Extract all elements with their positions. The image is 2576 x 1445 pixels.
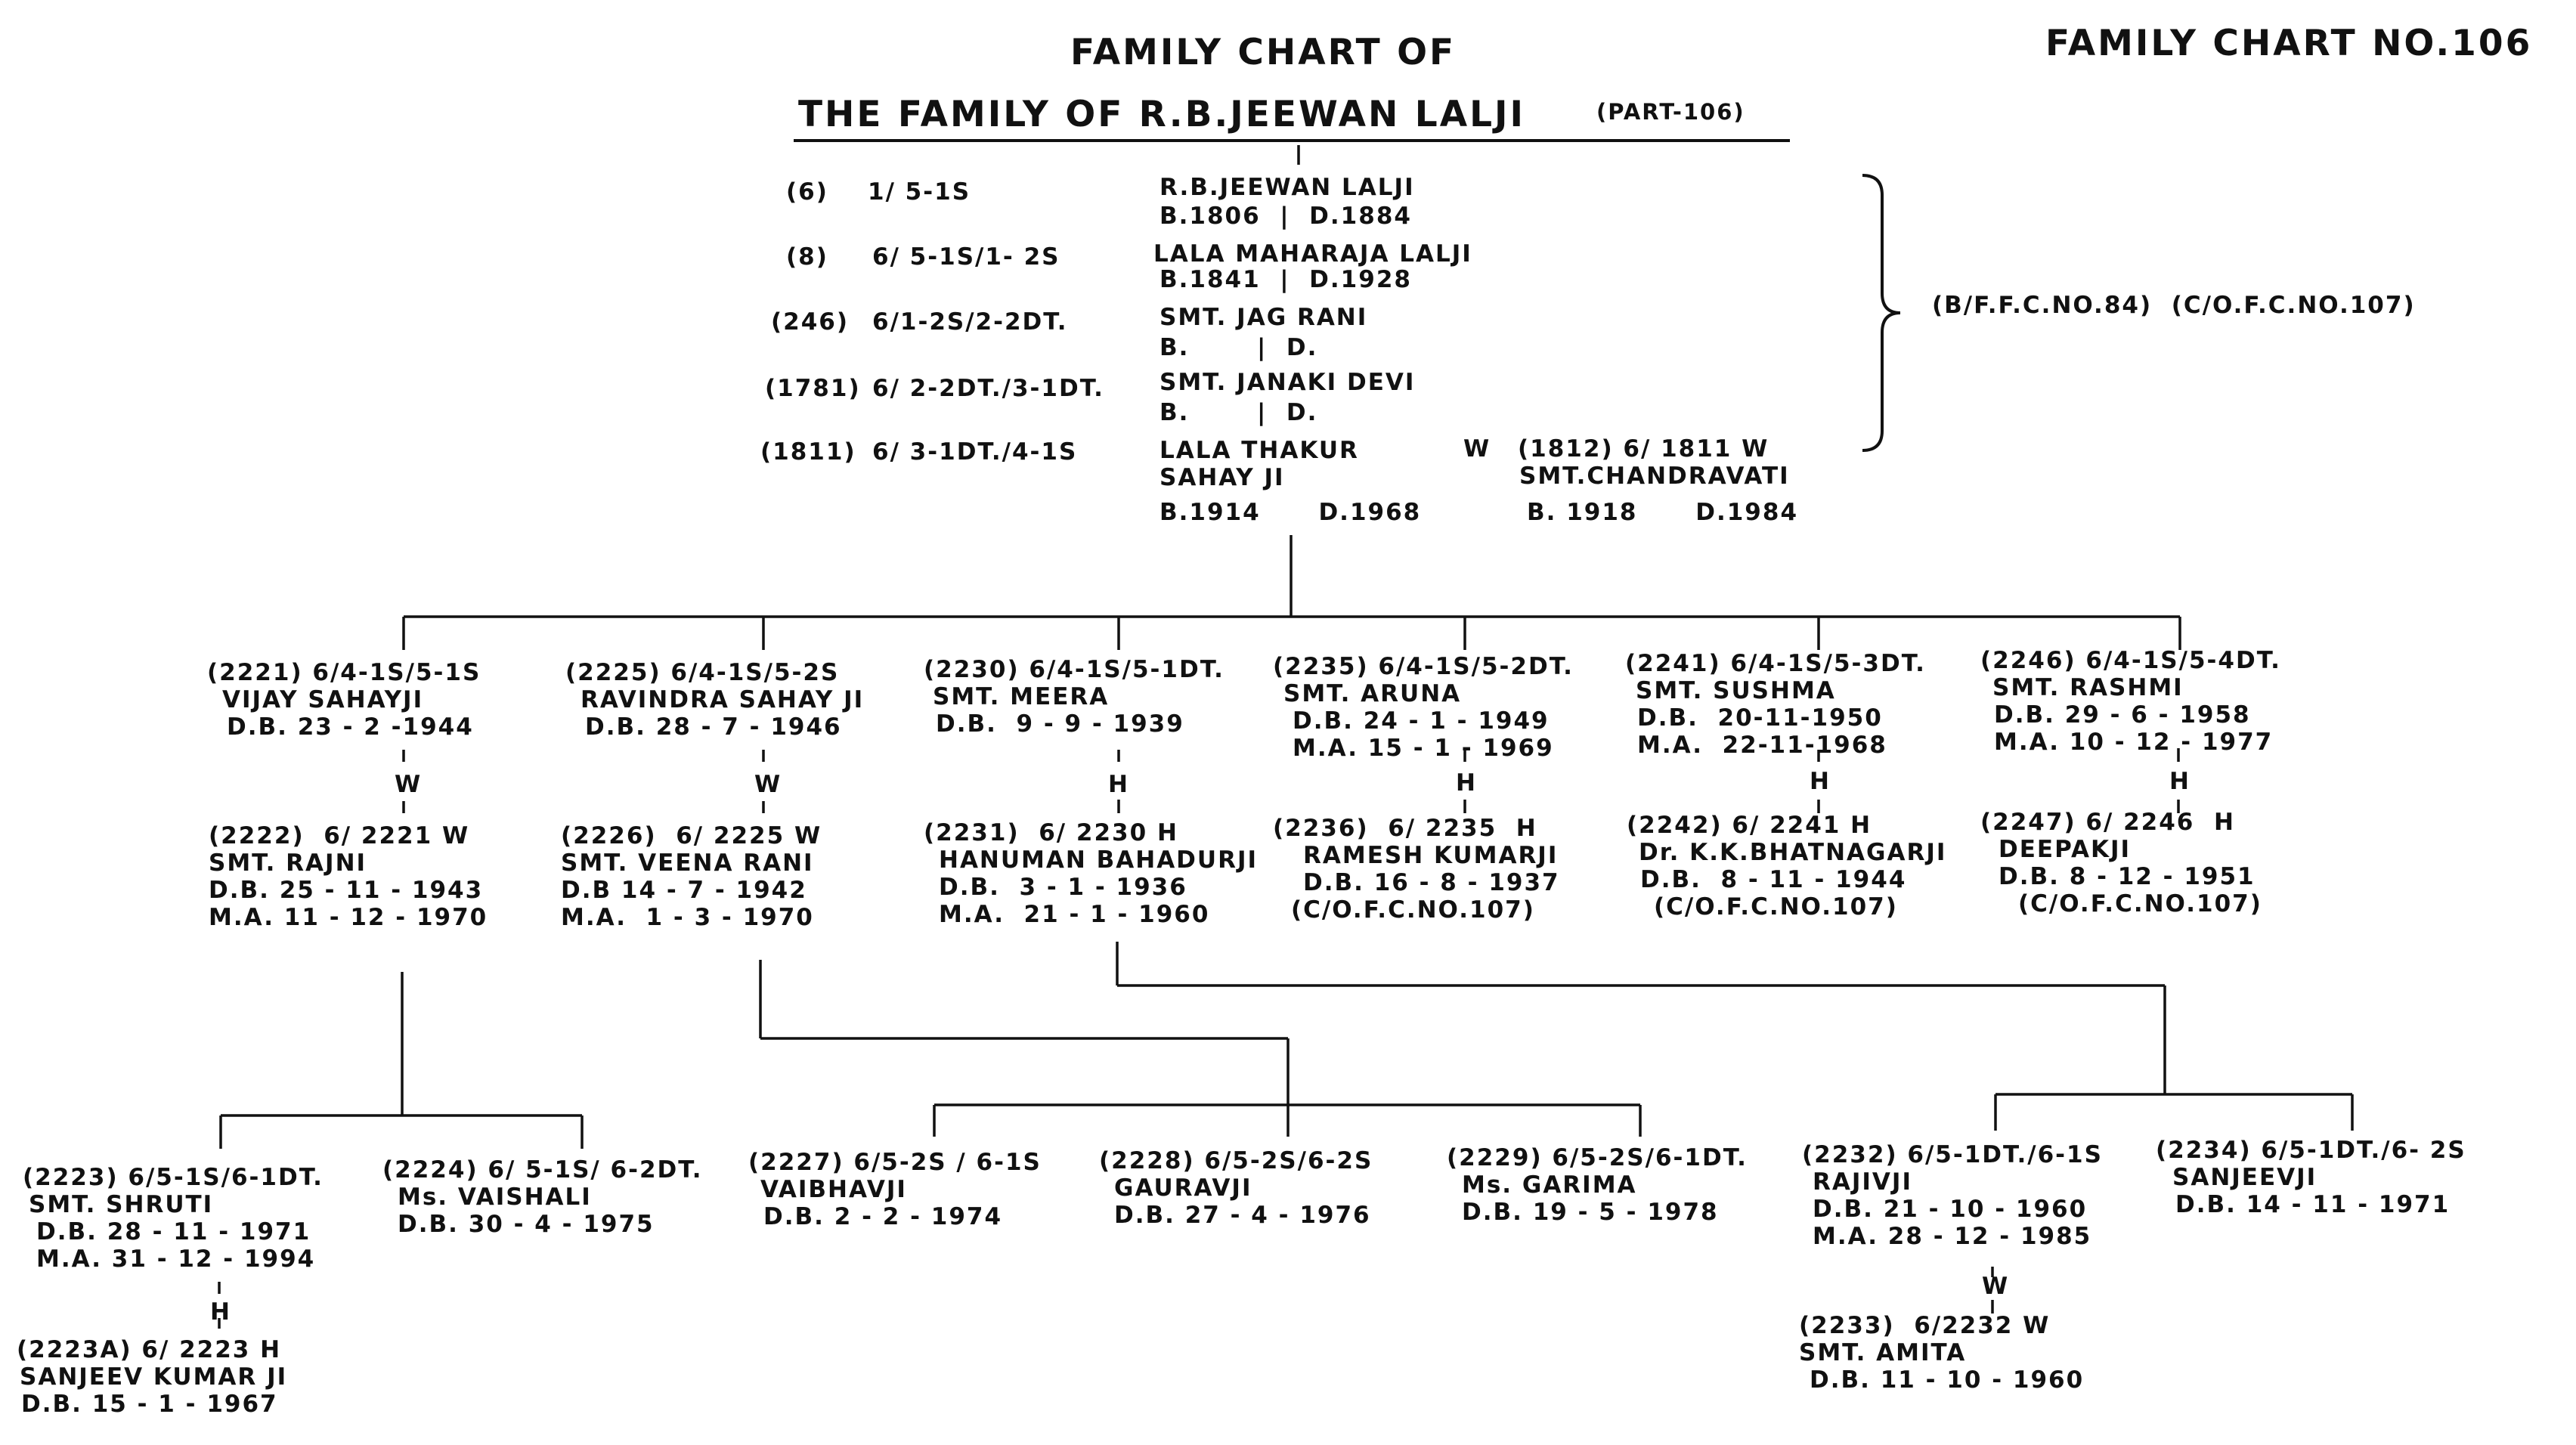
spouse-marriage: M.A. 11 - 12 - 1970: [209, 904, 488, 931]
person-2241: [1625, 650, 1926, 759]
lineage-name: LALA THAKUR SAHAY JI: [1160, 437, 1359, 491]
lineage-rel: 6/ 5-1S/1- 2S: [872, 243, 1060, 271]
spouse-crossref: (C/O.F.C.NO.107): [2018, 890, 2262, 917]
person-name: SMT. MEERA: [933, 683, 1110, 710]
person-2235: [1273, 653, 1574, 762]
spouse-2242: [1627, 812, 1946, 921]
lineage-code: (8): [786, 243, 828, 271]
person-name: SMT. SUSHMA: [1636, 677, 1836, 704]
person-code: (2224) 6/ 5-1S/ 6-2DT.: [382, 1156, 703, 1184]
lineage-name: LALA MAHARAJA LALJI: [1153, 240, 1472, 268]
person-name: SANJEEVJI: [2172, 1164, 2317, 1191]
spouse-dates: D.B. 3 - 1 - 1936: [939, 874, 1187, 901]
person-code: (2229) 6/5-2S/6-1DT.: [1447, 1144, 1748, 1171]
marriage-marker: H: [2169, 768, 2191, 795]
person-2225: [565, 659, 864, 741]
lineage-name: SMT. JAG RANI: [1160, 304, 1368, 331]
lineage-code: (6): [786, 178, 828, 206]
person-code: (2221) 6/4-1S/5-1S: [207, 659, 481, 686]
spouse-2233: [1799, 1312, 2084, 1394]
spouse-crossref: (C/O.F.C.NO.107): [1291, 896, 1535, 924]
person-2234: [2156, 1137, 2466, 1218]
person-name: SMT. RASHMI: [1992, 674, 2184, 701]
title-part: (PART-106): [1596, 99, 1745, 125]
spouse-dates: D.B. 11 - 10 - 1960: [1810, 1366, 2085, 1394]
title-line-2: THE FAMILY OF R.B.JEEWAN LALJI: [798, 94, 1526, 135]
spouse-2231: [924, 819, 1258, 928]
spouse-code: (2231) 6/ 2230 H: [924, 819, 1178, 846]
person-name: SMT. ARUNA: [1283, 680, 1462, 707]
person-dates: D.B. 29 - 6 - 1958 M.A. 10 - 12 - 1977: [1994, 701, 2274, 756]
spouse-dates: D.B. 8 - 11 - 1944: [1640, 866, 1907, 893]
person-dates: D.B. 9 - 9 - 1939: [936, 710, 1184, 738]
spouse-code: (1812) 6/ 1811 W: [1518, 435, 1769, 463]
spouse-name: SMT.CHANDRAVATI: [1519, 463, 1790, 490]
person-dates: D.B. 21 - 10 - 1960 M.A. 28 - 12 - 1985: [1813, 1196, 2092, 1250]
spouse-dates: D.B. 15 - 1 - 1967: [21, 1391, 278, 1418]
title-line-1: FAMILY CHART OF: [1070, 32, 1457, 73]
spouse-2222: [209, 822, 488, 931]
person-dates: D.B. 30 - 4 - 1975: [398, 1211, 655, 1238]
person-2230: [924, 656, 1225, 738]
marriage-marker: H: [1108, 771, 1129, 798]
person-2232: [1802, 1141, 2103, 1250]
spouse-code: (2236) 6/ 2235 H: [1273, 815, 1537, 842]
spouse-marriage: M.A. 1 - 3 - 1970: [561, 904, 814, 931]
spouse-marriage: M.A. 21 - 1 - 1960: [939, 901, 1210, 928]
lineage-code: (1811): [760, 438, 856, 466]
lineage-dates: B. | D.: [1160, 334, 1318, 361]
person-2229: [1447, 1144, 1748, 1226]
lineage-rel: 6/1-2S/2-2DT.: [872, 308, 1068, 336]
person-code: (2227) 6/5-2S / 6-1S: [748, 1149, 1042, 1176]
spouse-name: SMT. VEENA RANI: [561, 849, 814, 877]
spouse-name: SMT. AMITA: [1799, 1339, 1967, 1366]
person-code: (2232) 6/5-1DT./6-1S: [1802, 1141, 2103, 1168]
marriage-marker: H: [1456, 769, 1477, 797]
spouse-2226: [561, 822, 822, 931]
right-brace: [1859, 172, 1905, 453]
person-code: (2235) 6/4-1S/5-2DT.: [1273, 653, 1574, 680]
person-name: VIJAY SAHAYJI: [222, 686, 424, 713]
spouse-code: (2233) 6/2232 W: [1799, 1312, 2051, 1339]
person-name: SMT. SHRUTI: [29, 1191, 214, 1218]
person-dates: D.B. 20-11-1950 M.A. 22-11-1968: [1637, 704, 1887, 759]
spouse-crossref: (C/O.F.C.NO.107): [1654, 893, 1898, 921]
spouse-code: (2242) 6/ 2241 H: [1627, 812, 1872, 839]
person-name: RAJIVJI: [1813, 1168, 1912, 1196]
marriage-marker: H: [1810, 768, 1831, 795]
lineage-dates: B.1806 | D.1884: [1160, 203, 1412, 230]
person-name: Ms. VAISHALI: [398, 1184, 592, 1211]
lineage-rel: 1/ 5-1S: [868, 178, 971, 206]
lineage-code: (246): [771, 308, 850, 336]
marriage-marker: W: [1982, 1273, 2010, 1300]
spouse-code: (2223A) 6/ 2223 H: [17, 1336, 282, 1363]
person-dates: D.B. 19 - 5 - 1978: [1462, 1199, 1719, 1226]
spouse-code: (2247) 6/ 2246 H: [1980, 809, 2235, 836]
person-2221: [207, 659, 481, 741]
spouse-code: (2226) 6/ 2225 W: [561, 822, 822, 849]
person-code: (2246) 6/4-1S/5-4DT.: [1980, 647, 2281, 674]
spouse-name: Dr. K.K.BHATNAGARJI: [1639, 839, 1947, 866]
chart-number: FAMILY CHART NO.106: [2045, 23, 2533, 64]
spouse-dates: D.B. 16 - 8 - 1937: [1303, 869, 1560, 896]
person-code: (2241) 6/4-1S/5-3DT.: [1625, 650, 1926, 677]
person-dates: D.B. 28 - 11 - 1971 M.A. 31 - 12 - 1994: [36, 1218, 316, 1273]
person-dates: D.B. 27 - 4 - 1976: [1114, 1202, 1371, 1229]
spouse-code: (2222) 6/ 2221 W: [209, 822, 470, 849]
person-name: VAIBHAVJI: [760, 1176, 907, 1203]
lineage-rel: 6/ 3-1DT./4-1S: [872, 438, 1078, 466]
person-name: Ms. GARIMA: [1462, 1171, 1637, 1199]
spouse-dates: D.B. 8 - 12 - 1951: [1999, 863, 2256, 890]
marriage-marker: W: [754, 771, 782, 798]
person-code: (2230) 6/4-1S/5-1DT.: [924, 656, 1225, 683]
spouse-name: DEEPAKJI: [1999, 836, 2132, 863]
marriage-marker: H: [210, 1298, 231, 1326]
spouse-name: HANUMAN BAHADURJI: [939, 846, 1259, 874]
person-2223: [23, 1164, 324, 1273]
lineage-dates: B. | D.: [1160, 399, 1318, 426]
spouse-dates: B. 1918 D.1984: [1527, 499, 1799, 526]
spouse-2223a: [17, 1336, 287, 1418]
person-2228: [1099, 1147, 1373, 1229]
lineage-name: R.B.JEEWAN LALJI: [1160, 174, 1415, 201]
person-code: (2234) 6/5-1DT./6- 2S: [2156, 1137, 2466, 1164]
spouse-dates: D.B 14 - 7 - 1942: [561, 877, 807, 904]
lineage-name: SMT. JANAKI DEVI: [1160, 369, 1416, 396]
person-dates: D.B. 23 - 2 -1944: [227, 713, 474, 741]
spouse-2247: [1980, 809, 2262, 917]
lineage-rel: 6/ 2-2DT./3-1DT.: [872, 375, 1104, 402]
lineage-code: (1781): [765, 375, 861, 402]
person-2224: [382, 1156, 703, 1238]
person-code: (2225) 6/4-1S/5-2S: [565, 659, 840, 686]
lineage-dates: B.1841 | D.1928: [1160, 266, 1412, 293]
person-dates: D.B. 2 - 2 - 1974: [763, 1203, 1003, 1230]
person-code: (2228) 6/5-2S/6-2S: [1099, 1147, 1373, 1174]
person-dates: D.B. 24 - 1 - 1949 M.A. 15 - 1 - 1969: [1293, 707, 1554, 762]
person-dates: D.B. 28 - 7 - 1946: [585, 713, 842, 741]
person-code: (2223) 6/5-1S/6-1DT.: [23, 1164, 324, 1191]
marriage-marker: W: [1463, 435, 1491, 463]
person-name: GAURAVJI: [1114, 1174, 1252, 1202]
spouse-name: SMT. RAJNI: [209, 849, 367, 877]
cross-reference: (B/F.F.C.NO.84) (C/O.F.C.NO.107): [1932, 292, 2416, 319]
spouse-2236: [1273, 815, 1560, 924]
marriage-marker: W: [395, 771, 423, 798]
spouse-name: RAMESH KUMARJI: [1303, 842, 1559, 869]
lineage-dates: B.1914 D.1968: [1160, 499, 1422, 526]
spouse-name: SANJEEV KUMAR JI: [20, 1363, 288, 1391]
person-dates: D.B. 14 - 11 - 1971: [2175, 1191, 2451, 1218]
title-underline: [794, 139, 1790, 142]
spouse-dates: D.B. 25 - 11 - 1943: [209, 877, 484, 904]
person-2227: [748, 1149, 1042, 1230]
person-name: RAVINDRA SAHAY JI: [581, 686, 865, 713]
person-2246: [1980, 647, 2281, 756]
